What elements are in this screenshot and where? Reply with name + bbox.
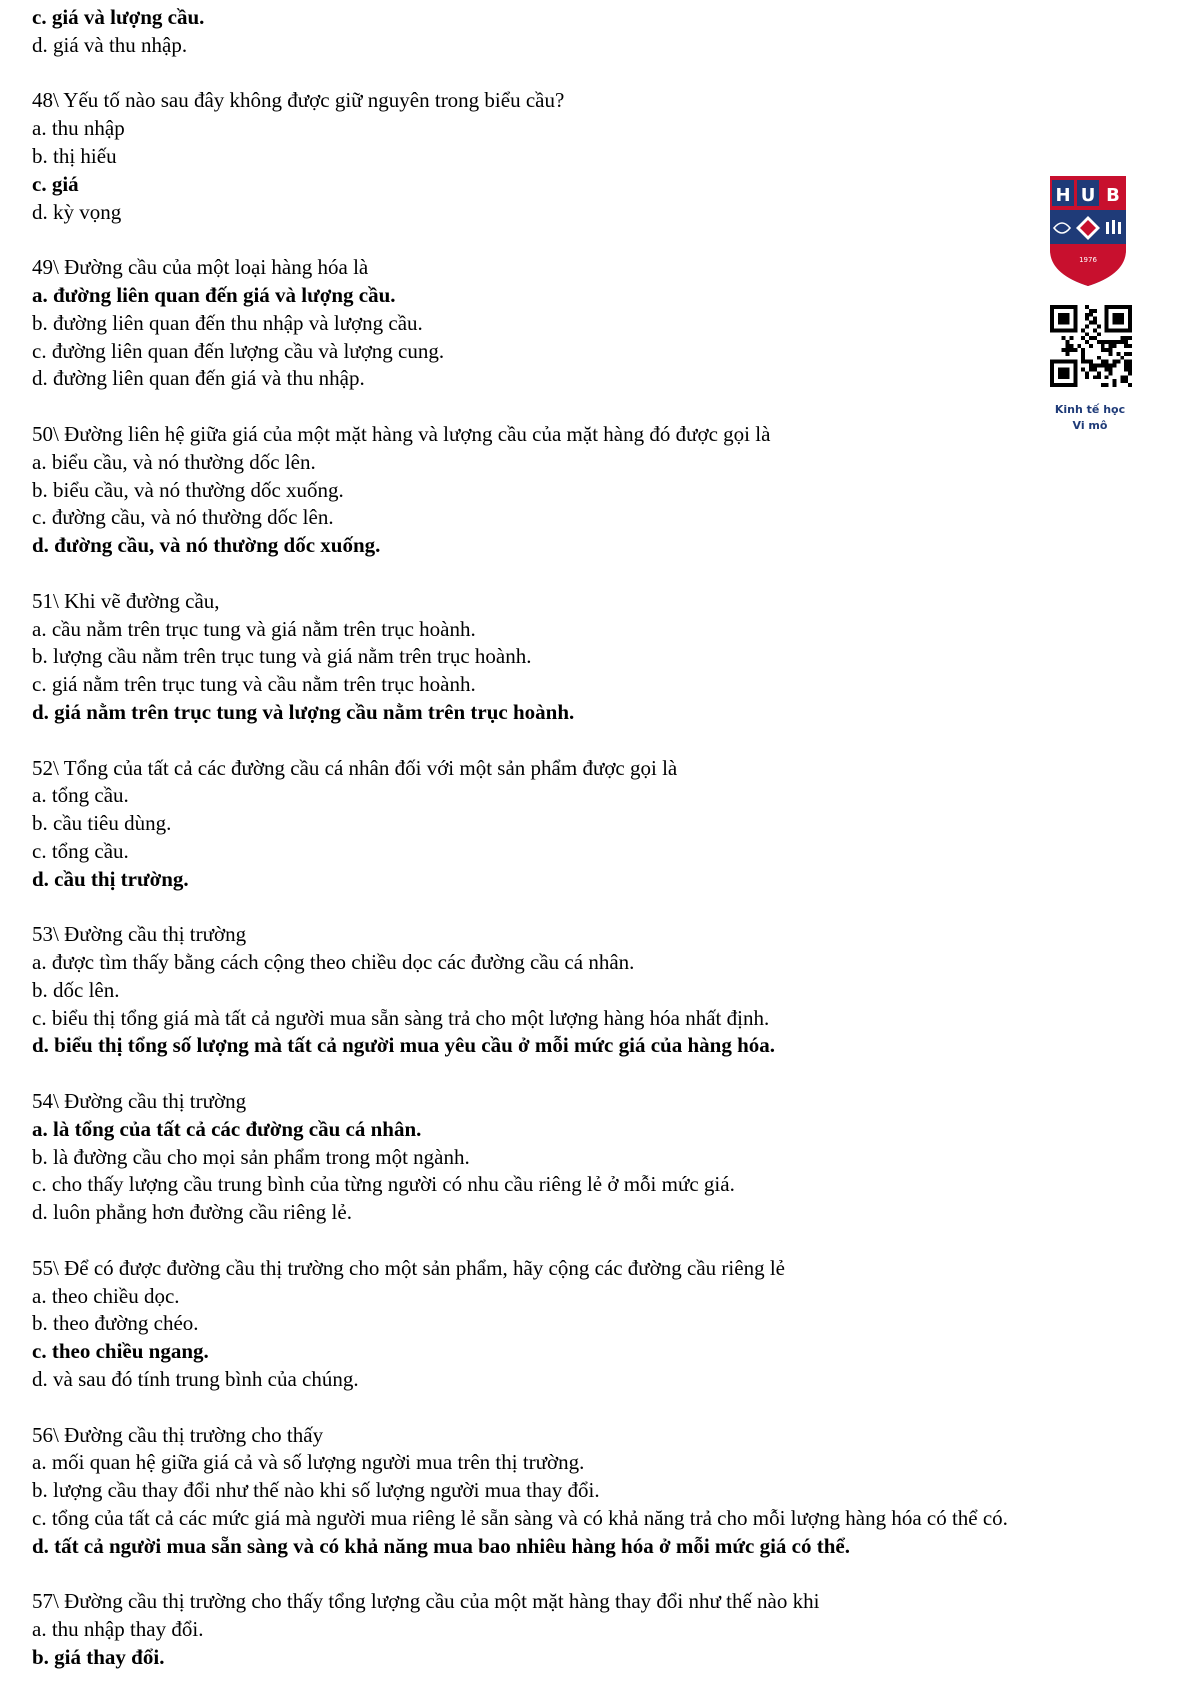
- answer-option: a. thu nhập thay đổi.: [32, 1617, 204, 1642]
- answer-option: d. giá và thu nhập.: [32, 32, 188, 57]
- question-block: [32, 921, 1152, 1060]
- answer-option: c. giá nằm trên trục tung và cầu nằm trên trục hoành.: [32, 672, 476, 697]
- question-title: 53\ Đường cầu thị trường: [32, 922, 247, 947]
- question-title: 57\ Đường cầu thị trường cho thấy tổng lượng cầu của một mặt hàng thay đổi như thế nào khi: [32, 1589, 820, 1614]
- answer-option-correct: d. cầu thị trường.: [32, 866, 189, 891]
- answer-option-correct: a. là tổng của tất cả các đường cầu cá nhân.: [32, 1116, 422, 1141]
- question-title: 54\ Đường cầu thị trường: [32, 1089, 247, 1114]
- question-block: [32, 87, 1152, 226]
- answer-option: a. mối quan hệ giữa giá cả và số lượng người mua trên thị trường.: [32, 1450, 585, 1475]
- question-block: [32, 1422, 1152, 1561]
- question-title: 55\ Để có được đường cầu thị trường cho một sản phẩm, hãy cộng các đường cầu riêng lẻ: [32, 1255, 785, 1280]
- hub-logo-panel: [1040, 170, 1140, 432]
- question-title: 51\ Khi vẽ đường cầu,: [32, 588, 220, 613]
- answer-option: b. lượng cầu thay đổi như thế nào khi số lượng người mua thay đổi.: [32, 1478, 600, 1503]
- answer-option: a. biểu cầu, và nó thường dốc lên.: [32, 449, 316, 474]
- answer-option: b. đường liên quan đến thu nhập và lượng cầu.: [32, 310, 423, 335]
- question-block: [32, 1588, 1152, 1671]
- logo-letter-b: B: [1106, 185, 1120, 206]
- answer-option: a. tổng cầu.: [32, 783, 129, 808]
- answer-option-correct: b. giá thay đổi.: [32, 1645, 165, 1670]
- logo-year: 1976: [1079, 256, 1097, 264]
- question-block: [32, 1255, 1152, 1394]
- answer-option: a. theo chiều dọc.: [32, 1283, 180, 1308]
- answer-option: a. được tìm thấy bằng cách cộng theo chiều dọc các đường cầu cá nhân.: [32, 950, 635, 975]
- answer-option: b. cầu tiêu dùng.: [32, 811, 172, 836]
- question-block: [32, 1088, 1152, 1227]
- answer-option: c. đường cầu, và nó thường dốc lên.: [32, 505, 334, 530]
- answer-option: c. đường liên quan đến lượng cầu và lượng cung.: [32, 338, 445, 363]
- question-block: [32, 4, 1152, 60]
- answer-option: c. cho thấy lượng cầu trung bình của từng người có nhu cầu riêng lẻ ở mỗi mức giá.: [32, 1172, 735, 1197]
- answer-option: b. dốc lên.: [32, 977, 120, 1002]
- answer-option: c. tổng của tất cả các mức giá mà người mua riêng lẻ sẵn sàng và có khả năng trả cho mỗi lượng hàng hóa có thể có.: [32, 1506, 1008, 1531]
- question-title: 56\ Đường cầu thị trường cho thấy: [32, 1422, 324, 1447]
- logo-letter-u: U: [1080, 185, 1096, 206]
- qr-code: [1050, 305, 1132, 387]
- answer-option: b. lượng cầu nằm trên trục tung và giá nằm trên trục hoành.: [32, 644, 532, 669]
- answer-option: b. là đường cầu cho mọi sản phẩm trong một ngành.: [32, 1144, 470, 1169]
- answer-option: a. cầu nằm trên trục tung và giá nằm trên trục hoành.: [32, 616, 476, 641]
- answer-option-correct: c. giá và lượng cầu.: [32, 5, 205, 29]
- answer-option: d. kỳ vọng: [32, 199, 122, 224]
- answer-option: c. tổng cầu.: [32, 838, 129, 863]
- answer-option: b. theo đường chéo.: [32, 1311, 199, 1336]
- question-title: 49\ Đường cầu của một loại hàng hóa là: [32, 255, 369, 280]
- answer-option: d. luôn phẳng hơn đường cầu riêng lẻ.: [32, 1200, 352, 1225]
- answer-option-correct: a. đường liên quan đến giá và lượng cầu.: [32, 282, 396, 307]
- question-block: [32, 254, 1152, 393]
- answer-option: a. thu nhập: [32, 116, 125, 141]
- answer-option: b. biểu cầu, và nó thường dốc xuống.: [32, 477, 344, 502]
- answer-option: c. biểu thị tổng giá mà tất cả người mua sẵn sàng trả cho một lượng hàng hóa nhất định.: [32, 1005, 770, 1030]
- logo-caption-line1: Kinh tế học: [1054, 403, 1126, 416]
- question-block: [32, 755, 1152, 894]
- hub-shield-logo: [1048, 170, 1128, 288]
- logo-letter-h: H: [1055, 185, 1071, 206]
- answer-option-correct: c. theo chiều ngang.: [32, 1339, 209, 1364]
- logo-caption-line2: Vi mô: [1072, 419, 1108, 432]
- question-block: [32, 421, 1152, 560]
- answer-option: d. đường liên quan đến giá và thu nhập.: [32, 366, 365, 391]
- question-title: 52\ Tổng của tất cả các đường cầu cá nhân đối với một sản phẩm được gọi là: [32, 755, 678, 780]
- answer-option: b. thị hiếu: [32, 143, 117, 168]
- answer-option-correct: d. biểu thị tổng số lượng mà tất cả người mua yêu cầu ở mỗi mức giá của hàng hóa.: [32, 1033, 775, 1058]
- answer-option-correct: d. giá nằm trên trục tung và lượng cầu nằm trên trục hoành.: [32, 699, 575, 724]
- answer-option-correct: d. tất cả người mua sẵn sàng và có khả năng mua bao nhiêu hàng hóa ở mỗi mức giá có thể.: [32, 1533, 850, 1558]
- document-body: [32, 4, 1152, 1700]
- answer-option-correct: c. giá: [32, 171, 79, 196]
- answer-option: d. và sau đó tính trung bình của chúng.: [32, 1367, 359, 1392]
- question-title: 50\ Đường liên hệ giữa giá của một mặt hàng và lượng cầu của mặt hàng đó được gọi là: [32, 421, 771, 446]
- answer-option-correct: d. đường cầu, và nó thường dốc xuống.: [32, 533, 381, 558]
- question-block: [32, 588, 1152, 727]
- question-title: 48\ Yếu tố nào sau đây không được giữ nguyên trong biểu cầu?: [32, 88, 565, 113]
